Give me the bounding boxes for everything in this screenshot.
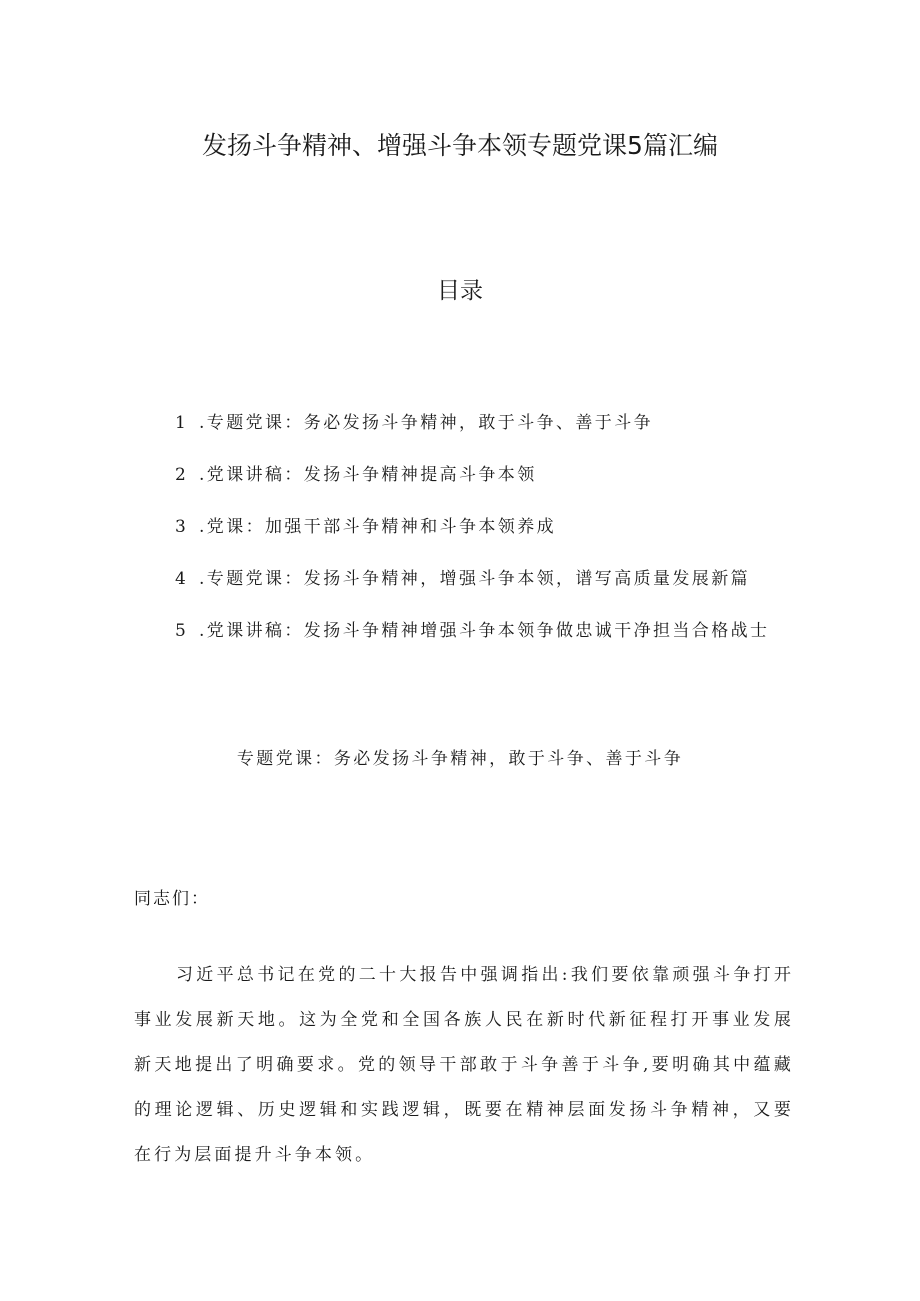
body-paragraph: 习近平总书记在党的二十大报告中强调指出:我们要依靠顽强斗争打开事业发展新天地。这为全党和全国各族人民在新时代新征程打开事业发展新天地提出了明确要求。党的领导干部敢于斗争善于斗争,要明确其中蕴藏的理论逻辑、历史逻辑和实践逻辑，既要在精神层面发扬斗争精神，又要在行为层面提升斗争本领。: [134, 965, 794, 1165]
toc-item[interactable]: [175, 618, 769, 644]
toc-heading: 目录: [437, 278, 483, 304]
toc-item[interactable]: [175, 462, 769, 488]
section-title: 专题党课：务必发扬斗争精神，敢于斗争、善于斗争: [236, 749, 684, 769]
toc-item-number: 4: [175, 569, 186, 589]
toc-item-number: 5: [175, 621, 186, 641]
toc-item-text: .党课讲稿：发扬斗争精神增强斗争本领争做忠诚干净担当合格战士: [199, 621, 770, 641]
toc-item[interactable]: [175, 566, 769, 592]
toc-item-text: .专题党课：务必发扬斗争精神，敢于斗争、善于斗争: [199, 413, 654, 433]
toc-item-number: 1: [175, 413, 186, 433]
toc-item-text: .党课：加强干部斗争精神和斗争本领养成: [199, 517, 557, 537]
toc-item[interactable]: [175, 410, 769, 436]
toc-item-number: 2: [175, 465, 186, 485]
salutation: 同志们：: [134, 889, 210, 909]
toc-item-number: 3: [175, 517, 186, 537]
toc-item[interactable]: [175, 514, 769, 540]
document-title: 发扬斗争精神、增强斗争本领专题党课5篇汇编: [202, 131, 718, 160]
toc-item-text: .党课讲稿：发扬斗争精神提高斗争本领: [199, 465, 537, 485]
toc-item-text: .专题党课：发扬斗争精神，增强斗争本领，谱写高质量发展新篇: [199, 569, 751, 589]
table-of-contents: [175, 410, 769, 670]
